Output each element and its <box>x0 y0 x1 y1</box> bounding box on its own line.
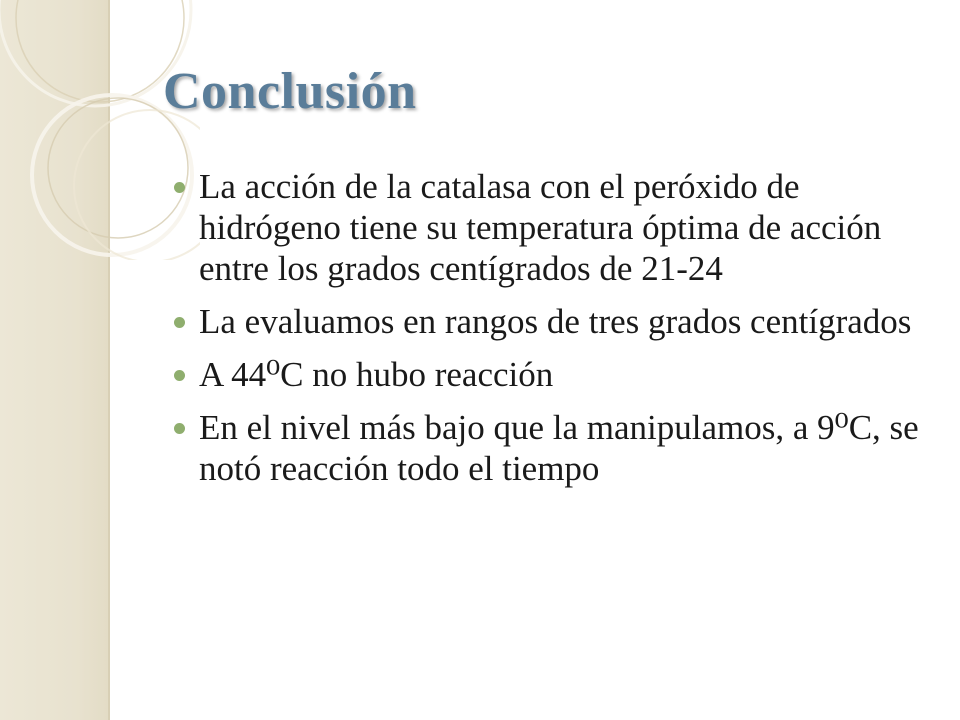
bullet-item <box>168 407 928 489</box>
bullet-text: En el nivel más bajo que la manipulamos, a 9⁰C, se notó reacción todo el tiempo <box>199 408 919 488</box>
bullet-item <box>168 301 928 342</box>
bullet-icon <box>174 370 185 381</box>
bullet-text: La evaluamos en rangos de tres grados centígrados <box>199 302 912 341</box>
bullet-item <box>168 354 928 395</box>
bullet-icon <box>174 182 185 193</box>
bullet-item <box>168 166 928 289</box>
slide-title: Conclusión <box>163 63 417 120</box>
bullet-list <box>168 166 928 501</box>
bullet-icon <box>174 423 185 434</box>
bullet-icon <box>174 317 185 328</box>
bullet-text: La acción de la catalasa con el peróxido de hidrógeno tiene su temperatura óptima de acción entre los grados centígrados de 21-24 <box>199 167 882 288</box>
bullet-text: A 44⁰C no hubo reacción <box>199 355 554 394</box>
